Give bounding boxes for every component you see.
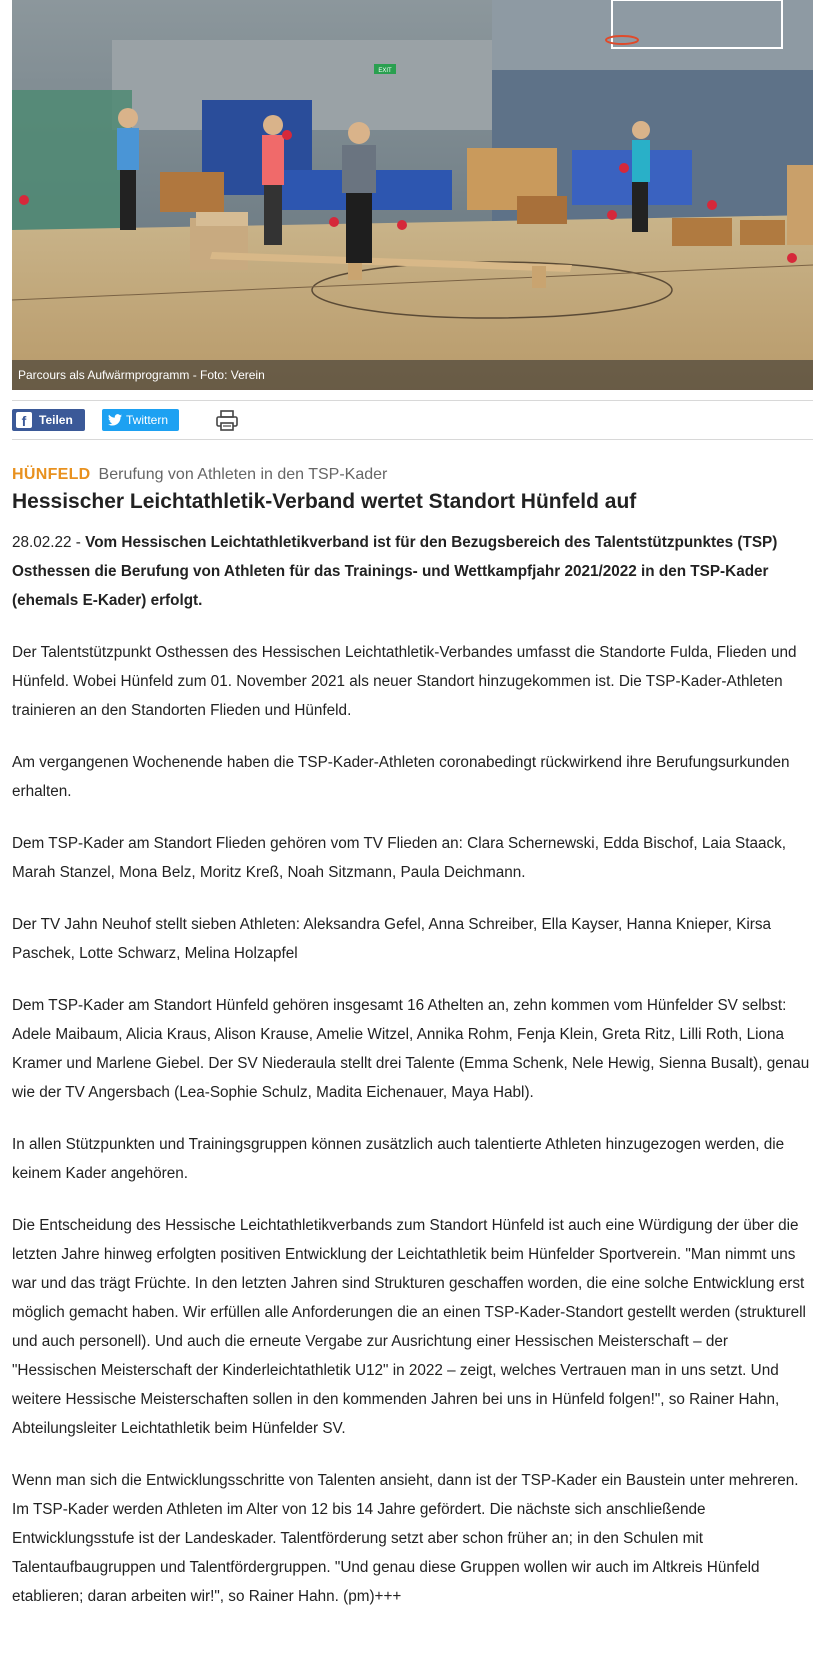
twitter-share-label: Twittern	[126, 413, 169, 427]
facebook-share-label: Teilen	[39, 413, 73, 427]
twitter-share-button[interactable]	[102, 409, 179, 431]
paragraph: Dem TSP-Kader am Standort Hünfeld gehören insgesamt 16 Athelten an, zehn kommen vom Hünfelder SV selbst: Adele Maibaum, Alicia Kraus, Alison Krause, Amelie Witzel, Annika Rohm, Fenja Klein, Greta Ritz, Lilli Roth, Liona Kramer und Marlene Giebel. Der SV Niederaula stellt drei Talente (Emma Schenk, Nele Hewig, Sienna Busalt), genau wie der TV Angersbach (Lea-Sophie Schulz, Madita Eichenauer, Maya Habl).	[12, 997, 810, 1101]
gym-photo-illustration	[12, 0, 813, 390]
twitter-bird-icon	[108, 414, 122, 426]
exit-sign: EXIT	[378, 68, 392, 74]
article-subtitle: Berufung von Athleten in den TSP-Kader	[98, 466, 388, 483]
article-container	[12, 0, 813, 1605]
location-label: HÜNFELD	[12, 466, 91, 483]
article-date: 28.02.22 -	[12, 534, 86, 551]
article-title: Hessischer Leichtathletik-Verband wertet Standort Hünfeld auf	[12, 490, 637, 513]
paragraph: Dem TSP-Kader am Standort Flieden gehören vom TV Flieden an: Clara Schernewski, Edda Bischof, Laia Staack, Marah Stanzel, Mona Belz, Moritz Kreß, Noah Sitzmann, Paula Deichmann.	[12, 835, 787, 881]
facebook-icon: f	[16, 412, 32, 428]
article-photo	[12, 0, 813, 390]
article-lead	[12, 528, 813, 615]
photo-caption: Parcours als Aufwärmprogramm - Foto: Verein	[12, 360, 813, 390]
paragraph: Der TV Jahn Neuhof stellt sieben Athleten: Aleksandra Gefel, Anna Schreiber, Ella Kayser, Hanna Knieper, Kirsa Paschek, Lotte Schwarz, Melina Holzapfel	[12, 916, 772, 962]
article-kicker	[12, 465, 387, 485]
share-bar	[12, 400, 813, 440]
paragraph: Die Entscheidung des Hessische Leichtathletikverbands zum Standort Hünfeld ist auch eine Würdigung der über die letzten Jahre hinweg erfolgten positiven Entwicklung der Leichtathletik beim Hünfelder Sportverein. "Man nimmt uns war und das trägt Früchte. In den letzten Jahren sind Strukturen geschaffen worden, die eine solche Entwicklung erst möglich gemacht haben. Wir erfüllen alle Anforderungen die an einen TSP-Kader-Standort gestellt werden (strukturell und auch personell). Und auch die erneute Vergabe zur Ausrichtung einer Hessischen Meisterschaft – der "Hessischen Meisterschaft der Kinderleichtathletik U12" in 2022 – zeigt, welches Vertrauen man in uns setzt. Und weitere Hessische Meisterschaften sollen in den kommenden Jahren bei uns in Hünfeld folgen!", so Rainer Hahn, Abteilungsleiter Leichtathletik beim Hünfelder SV.	[12, 1217, 806, 1437]
lead-text: Vom Hessischen Leichtathletikverband ist für den Bezugsbereich des Talentstützpunktes (TSP) Osthessen die Berufung von Athleten für das Trainings- und Wettkampfjahr 2021/2022 in den TSP-Kader (ehemals E-Kader) erfolgt.	[12, 534, 778, 609]
paragraph: In allen Stützpunkten und Trainingsgruppen können zusätzlich auch talentierte Athleten hinzugezogen werden, die keinem Kader angehören.	[12, 1136, 785, 1182]
print-button[interactable]	[215, 410, 239, 432]
paragraph: Am vergangenen Wochenende haben die TSP-Kader-Athleten coronabedingt rückwirkend ihre Berufungsurkunden erhalten.	[12, 754, 790, 800]
facebook-share-button[interactable]	[12, 409, 85, 431]
paragraph: Wenn man sich die Entwicklungsschritte von Talenten ansieht, dann ist der TSP-Kader ein Baustein unter mehreren. Im TSP-Kader werden Athleten im Alter von 12 bis 14 Jahre gefördert. Die nächste sich anschließende Entwicklungsstufe ist der Landeskader. Talentförderung setzt aber schon früher an; in den Schulen mit Talentaufbaugruppen und Talentfördergruppen. "Und genau diese Gruppen wollen wir auch im Altkreis Hünfeld etablieren; daran arbeiten wir!", so Rainer Hahn. (pm)+++	[12, 1472, 799, 1605]
printer-icon	[215, 410, 239, 432]
paragraph: Der Talentstützpunkt Osthessen des Hessischen Leichtathletik-Verbandes umfasst die Standorte Fulda, Flieden und Hünfeld. Wobei Hünfeld zum 01. November 2021 als neuer Standort hinzugekommen ist. Die TSP-Kader-Athleten trainieren an den Standorten Flieden und Hünfeld.	[12, 644, 797, 719]
article-body	[12, 528, 813, 1634]
